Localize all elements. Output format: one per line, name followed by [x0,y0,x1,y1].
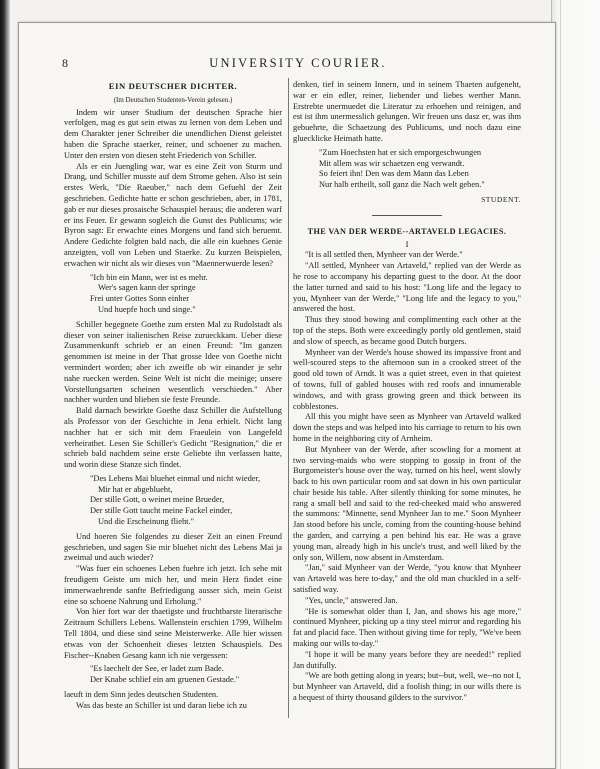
book-spine-shadow [0,0,10,769]
section-separator [372,215,442,216]
adjacent-page-edge [551,0,600,769]
verse-line: Frei unter Gottes Sonn einher [90,294,190,304]
running-title: UNIVERSITY COURIER. [209,56,387,70]
paragraph: "It is all settled then, Mynheer van der Werde." [305,250,463,260]
verse-line: Nur halb ertheilt, soll ganz die Nach welt geben." [319,180,485,190]
paragraph: Bald darnach bewirkte Goethe dasz Schiller die Aufstellung als Professor von der Geschichte in Jena erhielt. Nicht lang nachher hat er sich mit dem Fraeulein von Langefeld verheirathet. Lesen Sie Schiller's Gedicht "Resignation," die er schrieb bald nachdem seine erste Geliebte ihn verlassen hatte, und worin diese Stanze sich findet. [64,406,282,470]
verse-line: Der Knabe schlief ein am gruenen Gestade." [90,675,240,685]
paragraph: "Jan," said Mynheer van der Werde, "you know that Mynheer van Artaveld was here to-day," and the old man chuckled in a self-satisfied way. [293,563,521,595]
article-subtitle: (Im Deutschen Studenten-Verein gelesen.) [113,95,233,104]
verse-line: Der stille Gott, o weinet meine Brueder, [90,495,225,505]
paragraph: "He is somewhat older than I, Jan, and shows his age more," continued Mynheer, picking up a tiny steel mirror and regarding his fat and placid face. Then without giving time for reply, "We've been making our wills to-day." [293,606,521,649]
paragraph: Thus they stood bowing and complimenting each other at the top of the steps. Both were exceedingly portly old gentlemen, staid and slow of speech, as became good Dutch burgers. [293,315,521,346]
verse-block [319,148,521,191]
paragraph: All this you might have seen as Mynheer van Artaveld walked down the steps and was helped into his carriage to return to his own home in the neighboring city of Arnheim. [293,412,521,443]
author-signature: STUDENT. [481,194,521,204]
paragraph: Mynheer van der Werde's house showed its impassive front and well-scoured steps to the afternoon sun in a crooked street of the good old town of Arndt. It was a quiet street, even in that quietest of towns, full of gabled houses with red roofs and innumerable windows, and with grass growing green and thick between its cobblestones. [293,347,521,411]
paragraph: Von hier fort war der thaetigste und fruchtbarste literarische Zeitraum Schillers Lebens. Wallenstein erschien 1799, Wilhelm Tell 1804, und diese sind seine Meisterwerke. Alle hier wissen etwas von der Schoenheit dieses letzten Schauspiels. Des Fischer--Knaben Gesang kann ich nie vergessen: [64,607,282,660]
article-title: EIN DEUTSCHER DICHTER. [108,81,238,91]
left-column [64,80,282,712]
column-divider [288,78,289,718]
verse-line: "Es laechelt der See, er ladet zum Bade. [90,664,224,674]
verse-line: "Ich bin ein Mann, wer ist es mehr. [90,272,208,282]
right-column [293,80,521,704]
paragraph: But Mynheer van der Werde, after scowling for a moment at two serving-maids who were stopping to gossip in front of the Burgomeister's house over the way, turned on his heel, went slowly back to his own particular room and sat down in his own particular chair beside his table. After silently thinking for some minutes, he rang a small bell and said to the red-cheeked maid who answered the summons: "Minnette, send Mynheer Jan to me." Soon Mynheer Jan stood before his uncle, coming from the counting-house behind the garden, and carrying a pen behind his ear. He was a grave young man, already high in his uncle's trust, and well liked by the only son, Willem, now absent in Amsterdam. [293,444,521,562]
verse-line: "Zum Hoechsten hat er sich emporgeschwungen [319,147,482,157]
paragraph: denken, tief in seinem Innern, und in seinem Thaeten aufgeneht, war er ein edler, reiner, liebender und liebes werther Mann. Erstrebte unermuedet die Literatur zu erhoehen und reinigen, and est ist ihm unermesslich gelungen. Wir freuen uns dasz er, was ihm gebuehrte, die Schaetzung des Publicums, und noch dazu eine gluecklicke Heimath hatte. [293,80,521,143]
verse-line: Mit allem was wir schaetzen eng verwandt. [319,158,465,168]
paragraph: "All settled, Mynheer van Artaveld," replied van der Werde as he rose to accompany his departing guest to the door. At the door the latter turned and said to his host: "Long life and the legacy to you, Mynheer van der Werde," "Long life and the legacy to you," answered the host. [293,261,521,314]
paragraph: Indem wir unser Studium der deutschen Sprache hier verfolgen, mag es gut sein etwas zu lernen von dem Leben und dem Charakter jener Schreiber die unendlichen Dienst geleistet haben die Sprache staerker, reiner, und schoener zu machen. Unter den ersten von diesen steht Friederich von Schiller. [64,107,282,160]
paragraph: "I hope it will be many years before they are needed!" replied Jan dutifully. [293,649,521,670]
paragraph: laeuft in dem Sinn jedes deutschen Studenten. [64,690,219,700]
paragraph: Und hoeren Sie folgendes zu dieser Zeit an einen Freund geschrieben, und sagen Sie mir bluehet nicht des Lebens Mai ja zweimal und auch wieder? [64,531,282,563]
verse-block [90,273,282,316]
paragraph: Als er ein Juengling war, war es eine Zeit von Sturm und Drang, und Schiller musste auf dem Strome gehen. Also ist sein erstes Werk, "Die Raeuber," nach dem Gefuehl der Zeit geschrieben. Gedichte hatte er schon geschrieben, aber, in 1781, gab er nur dieses prosaische Schauspiel heraus; die anderen warf er ins Feuer. Er gewann sogleich die Gunst des Publicums; wie Byron sagt: Er erwachte eines Morgens und fand sich beruemt. Andere Gedichte folgten bald nach, die alle ein kuehnes Genie anzeigten, voll von Leben und Staerke. Zu kurzen Beispielen, erwachen wir nicht als wir dieses von "Maennerwuerde lesen? [64,161,282,268]
verse-block [90,664,282,686]
page-number: 8 [62,56,68,70]
verse-line: Der stille Gott taucht meine Fackel einder, [90,506,233,516]
verse-line: So feiert ihn! Den was dem Mann das Leben [319,169,469,179]
verse-line: Und die Erscheinung flieht." [98,517,194,527]
paragraph: "Was fuer ein schoenes Leben fuehre ich jetzt. Ich sehe mit freudigem Geiste um mich her, und mein Herz findet eine immerwaehrende sanfte Befriedigung ausser sich, mein Geist eine so schoene Nahrung und Erholung." [64,564,282,606]
paragraph: "We are both getting along in years; but--but, well, we--no not I, but Mynheer van Artaveld, did a foolish thing; in our wills there is a bequest of thirty thousand gilders to the survivor." [293,671,521,703]
chapter-number: I [405,238,409,249]
page-header [42,56,554,72]
paragraph: Schiller begegnete Goethe zum ersten Mal zu Rudolstadt als dieser von seiner italienischen Reise zurueckkam. Ueber diese Zusammenkunft schrieb er an einen Freund: "Im ganzen genommen ist meine in der That grosse Idee von Goethe nicht vermindert worden; aber ich zweifle ob wir einander je sehr nahe ruecken werden. Seine Welt ist nicht die meinige; unsere Vorstellungsarten scheinen wesentlich verschieden." Aber nachher wurden und blieben sie feste Freunde. [64,319,282,405]
paragraph: Was das beste an Schiller ist und daran liebe ich zu [76,700,247,710]
paragraph: "Yes, uncle," answered Jan. [305,595,398,605]
verse-block [90,474,282,528]
story-title: THE VAN DER WERDE--ARTAVELD LEGACIES. [307,226,507,236]
verse-line: Und huepfe hoch und singe." [98,304,196,314]
verse-line: "Des Lebens Mai bluehet einmal und nicht wieder, [90,473,261,483]
verse-line: Mir hat er abgeblueht, [98,484,173,494]
verse-line: Wer's sagen kann der springe [98,283,196,293]
